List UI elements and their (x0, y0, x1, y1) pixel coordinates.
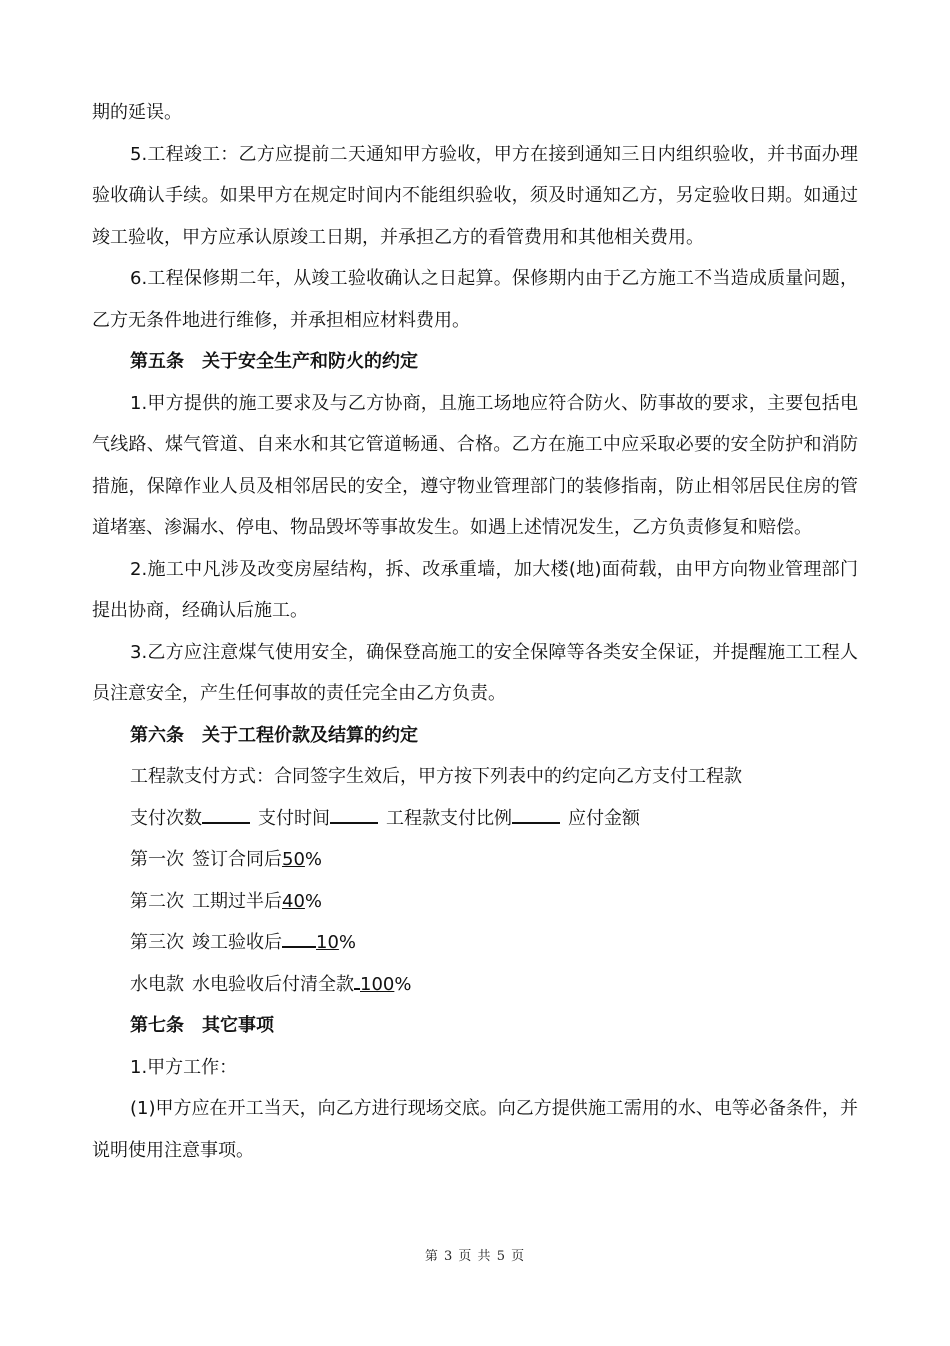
page-number-footer: 第 3 页 共 5 页 (424, 1249, 526, 1264)
section-heading-article-5: 第五条 关于安全生产和防火的约定 (130, 351, 418, 372)
paragraph-warranty: 6.工程保修期二年，从竣工验收确认之日起算。保修期内由于乙方施工不当造成质量问题，乙方无条件地进行维修，并承担相应材料费用。 (92, 268, 858, 331)
header-payment-count: 支付次数 (130, 807, 202, 829)
paragraph-safety-1: 1.甲方提供的施工要求及与乙方协商，且施工场地应符合防火、防事故的要求，主要包括电气线路、煤气管道、自来水和其它管道畅通、合格。乙方在施工中应采取必要的安全防护和消防措施，保障作业人员及相邻居民的安全，遵守物业管理部门的装修指南，防止相邻居民住房的管道堵塞、渗漏水、停电、物品毁坏等事故发生。如遇上述情况发生，乙方负责修复和赔偿。 (92, 392, 858, 538)
payment-table-header (92, 798, 858, 840)
section-heading-article-7: 第七条 其它事项 (130, 1015, 274, 1036)
header-payment-time: 支付时间 (258, 807, 330, 829)
paragraph-payment-method: 工程款支付方式：合同签字生效后，甲方按下列表中的约定向乙方支付工程款 (130, 766, 742, 787)
header-payment-ratio: 工程款支付比例 (386, 807, 512, 829)
payment-label: 第三次 (130, 932, 184, 953)
paragraph-continuation: 期的延误。 (92, 102, 182, 123)
document-body (92, 92, 858, 1171)
payment-pct: % (304, 890, 323, 912)
header-amount-due: 应付金额 (568, 807, 640, 829)
payment-desc: 签订合同后 (192, 849, 282, 870)
payment-label: 水电款 (130, 973, 184, 995)
blank-line (512, 804, 560, 824)
paragraph-safety-2: 2.施工中凡涉及改变房屋结构，拆、改承重墙，加大楼(地)面荷载，由甲方向物业管理部门提出协商，经确认后施工。 (92, 558, 858, 621)
payment-desc: 水电验收后付清全款 (192, 973, 354, 995)
payment-value: 50 (282, 849, 305, 870)
payment-value: 100 (360, 973, 395, 995)
blank-line (202, 804, 250, 824)
blank-line (330, 804, 378, 824)
payment-value: 10 (316, 932, 339, 953)
payment-label: 第二次 (130, 890, 184, 912)
payment-row-4 (92, 964, 858, 1006)
paragraph-party-a-work: 1.甲方工作： (130, 1056, 238, 1078)
payment-label: 第一次 (130, 849, 184, 870)
paragraph-party-a-item-1: (1)甲方应在开工当天，向乙方进行现场交底。向乙方提供施工需用的水、电等必备条件，并说明使用注意事项。 (92, 1098, 858, 1161)
payment-pct: % (338, 932, 357, 953)
payment-pct: % (394, 973, 412, 995)
payment-value: 40 (282, 890, 305, 912)
paragraph-safety-3: 3.乙方应注意煤气使用安全，确保登高施工的安全保障等各类安全保证，并提醒施工工程人员注意安全，产生任何事故的责任完全由乙方负责。 (92, 641, 858, 704)
paragraph-completion: 5.工程竣工：乙方应提前二天通知甲方验收，甲方在接到通知三日内组织验收，并书面办理验收确认手续。如果甲方在规定时间内不能组织验收，须及时通知乙方，另定验收日期。如通过竣工验收，甲方应承认原竣工日期，并承担乙方的看管费用和其他相关费用。 (92, 143, 858, 248)
payment-row-2 (92, 881, 858, 923)
section-heading-article-6: 第六条 关于工程价款及结算的约定 (130, 724, 418, 746)
blank-line (282, 928, 316, 948)
payment-row-1 (92, 839, 858, 881)
payment-desc: 竣工验收后 (192, 932, 282, 953)
payment-row-3 (92, 922, 858, 964)
payment-desc: 工期过半后 (192, 890, 282, 912)
payment-pct: % (304, 849, 323, 870)
